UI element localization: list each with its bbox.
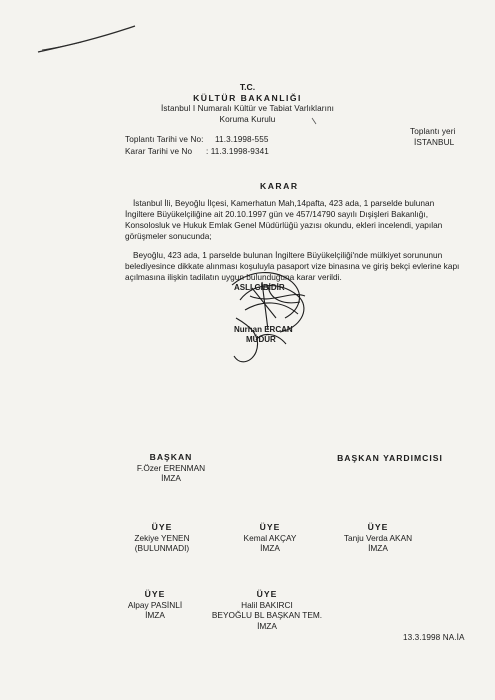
signature-name: Halil BAKIRCI	[241, 599, 293, 610]
signature-title: ÜYE	[367, 522, 389, 532]
decision-date-value: : 11.3.1998-9341	[206, 147, 269, 156]
signature-name: Tanju Verda AKAN	[343, 532, 413, 543]
signature-name: Kemal AKÇAY	[243, 532, 297, 543]
signature-member-2	[225, 522, 315, 554]
signature-vice-chair	[330, 453, 450, 464]
signature-title: ÜYE	[259, 522, 281, 532]
signature-member-5	[202, 589, 332, 631]
signature-status: İMZA	[161, 473, 181, 483]
signature-title: BAŞKAN	[149, 452, 193, 462]
paragraph-line: İngiltere Büyükelçiliğine ait 20.10.1997 gün ve 457/14790 sayılı Dışişleri Bakanlığı,	[125, 209, 429, 219]
signature-status: (BULUNMADI)	[134, 543, 190, 553]
stamp-line-1: ASLI GİBİDİR	[234, 283, 285, 292]
paragraph-line: belediyesince dikkate alınması koşuluyla pasaport vize binasına ve giriş bekçi evlerine kapı	[125, 261, 460, 271]
header-board-line2: Koruma Kurulu	[219, 115, 276, 124]
signature-status: İMZA	[368, 543, 388, 553]
paragraph-line: görüşmeler sonucunda;	[125, 231, 212, 241]
signature-name: F.Özer ERENMAN	[136, 462, 206, 473]
meeting-place-value: İSTANBUL	[414, 138, 455, 147]
stamp-line-3: MÜDÜR	[246, 335, 276, 344]
signature-status: İMZA	[257, 620, 277, 631]
footer-date: 13.3.1998 NA.İA	[403, 633, 465, 642]
signature-member-1	[112, 522, 212, 554]
signature-chair	[126, 452, 216, 484]
signature-title: BAŞKAN YARDIMCISI	[337, 453, 443, 463]
signature-member-3	[328, 522, 428, 554]
signature-name: Alpay PASİNLİ	[127, 599, 183, 610]
signature-title: ÜYE	[151, 522, 173, 532]
meeting-date-value: 11.3.1998-555	[215, 135, 269, 144]
signature-status: İMZA	[260, 543, 280, 553]
paragraph-line: açılmasına ilişkin tadilatın uygun bulunduğuna karar verildi.	[125, 272, 342, 282]
signature-name: Zekiye YENEN	[134, 532, 190, 543]
signature-name-2: BEYOĞLU BL BAŞKAN TEM.	[211, 610, 323, 620]
paragraph-line: İstanbul İli, Beyoğlu İlçesi, Kamerhatun Mah,14pafta, 423 ada, 1 parselde bulunan	[133, 198, 435, 208]
stamp-line-2: Nurhan ERCAN	[234, 325, 293, 334]
signature-title: ÜYE	[256, 589, 278, 599]
decision-date-label: Karar Tarihi ve No	[125, 147, 193, 156]
decision-heading: KARAR	[260, 181, 299, 191]
signature-status: İMZA	[145, 610, 165, 620]
meeting-date-label: Toplantı Tarihi ve No:	[125, 135, 204, 144]
signature-member-4	[115, 589, 195, 621]
header-board-line1: İstanbul I Numaralı Kültür ve Tabiat Varlıklarını	[161, 104, 334, 113]
paragraph-line: Beyoğlu, 423 ada, 1 parselde bulunan İngiltere Büyükelçiliği'nde mülkiyet sorununun	[133, 250, 443, 260]
header-tc: T.C.	[239, 82, 256, 92]
meeting-place-label: Toplantı yeri	[410, 127, 456, 136]
signature-title: ÜYE	[144, 589, 166, 599]
header-ministry: KÜLTÜR BAKANLIĞI	[193, 93, 302, 103]
paragraph-line: Konsolosluk ve Hukuk Emlak Genel Müdürlüğü yazısı okundu, ekleri incelendi, yapılan	[125, 220, 443, 230]
